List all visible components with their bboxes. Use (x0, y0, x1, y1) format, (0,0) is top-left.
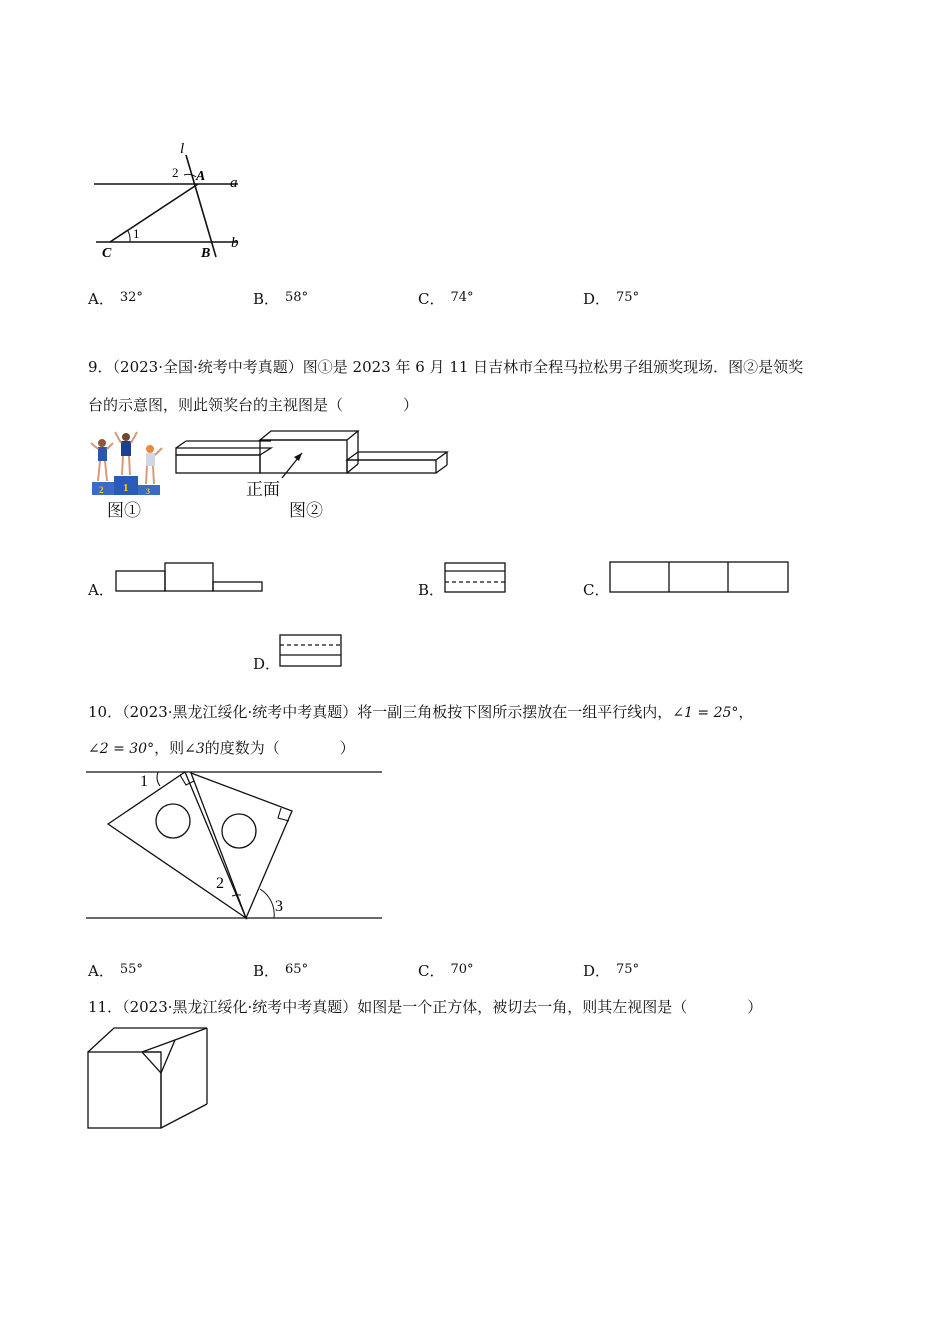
q9-option-d-figure (279, 634, 343, 668)
q8-label-a: a (230, 175, 238, 191)
fig1-caption: 图① (107, 501, 141, 521)
q10-stem-line1: 10．（2023·黑龙江绥化·统考中考真题）将一副三角板按下图所示摆放在一组平行线内，∠1 = 25°， (88, 703, 754, 721)
q8-label-b: b (231, 235, 239, 251)
q9-option-d[interactable]: D． (253, 655, 281, 673)
q8-option-d[interactable]: D． 75° (583, 290, 640, 308)
q9-option-a-figure (115, 562, 265, 594)
front-label: 正面 (246, 480, 280, 500)
q9-option-b[interactable]: B． (418, 581, 445, 599)
q8-figure (88, 135, 258, 270)
podium-number-2: 2 (99, 485, 104, 495)
q8-label-2: 2 (172, 165, 179, 180)
q10-angle2-expr: ∠2 = 30° (88, 741, 155, 757)
podium-photo (86, 430, 166, 495)
podium-diagram (174, 428, 454, 508)
podium-number-3: 3 (146, 487, 150, 496)
q10-option-c[interactable]: C． 70° (418, 962, 474, 980)
q10-angle1-expr: ∠1 = 25° (672, 705, 739, 721)
q10-label-2: 2 (216, 875, 224, 892)
q8-label-B: B (201, 246, 211, 261)
fig2-caption: 图② (289, 501, 323, 521)
q8-label-1: 1 (133, 226, 140, 241)
q9-option-a[interactable]: A． (88, 581, 114, 599)
q10-stem-line2: ∠2 = 30°，则∠3的度数为（ ） (88, 739, 355, 757)
q8-label-C: C (102, 246, 112, 261)
q9-option-c[interactable]: C． (583, 581, 610, 599)
q10-option-a[interactable]: A． 55° (88, 962, 143, 980)
q9-stem-line1: 9．（2023·全国·统考中考真题）图①是 2023 年 6 月 11 日吉林市全程马拉松男子组颁奖现场．图②是领奖 (88, 358, 804, 376)
q9-stem-line2: 台的示意图，则此领奖台的主视图是（ ） (88, 396, 419, 414)
q10-option-b[interactable]: B． 65° (253, 962, 309, 980)
q8-option-c[interactable]: C． 74° (418, 290, 474, 308)
q11-cube-figure (86, 1026, 211, 1132)
q11-stem-line1: 11．（2023·黑龙江绥化·统考中考真题）如图是一个正方体，被切去一角，则其左视图是（ ） (88, 998, 763, 1016)
q9-option-c-figure (608, 560, 790, 594)
q10-option-d[interactable]: D． 75° (583, 962, 640, 980)
q8-option-b[interactable]: B． 58° (253, 290, 309, 308)
q10-label-3: 3 (275, 898, 283, 915)
q8-label-l: l (180, 141, 185, 157)
q10-figure (86, 768, 386, 928)
q8-option-a[interactable]: A． 32° (88, 290, 143, 308)
podium-number-1: 1 (123, 482, 129, 494)
q10-label-1: 1 (140, 773, 148, 790)
q10-angle3-expr: ∠3 (184, 741, 205, 757)
q8-label-A: A (196, 169, 206, 184)
q9-option-b-figure (444, 562, 508, 594)
